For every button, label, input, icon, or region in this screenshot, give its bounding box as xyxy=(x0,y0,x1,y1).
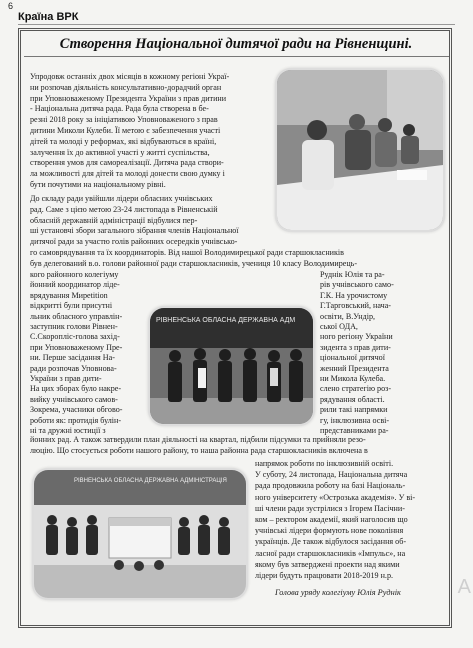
text-line: відкритті були присутні xyxy=(30,301,113,311)
photo-group-banner xyxy=(150,308,313,424)
text-line: Упродовж останніх двох місяців в кожному регіоні Украї- xyxy=(30,72,230,81)
text-line: ла можливості для дітей та молоді донести свою думку і xyxy=(30,169,225,179)
text-line: До складу ради увійшли лідери обласних учнівських xyxy=(30,194,213,203)
text-line: України з прав дити- xyxy=(30,374,102,383)
text-line: - Національна дитяча рада. Рада була створена в бе- xyxy=(30,104,209,114)
text-line: Руднік Юлія та ра- xyxy=(320,270,385,279)
text-line: ської ОДА, xyxy=(320,322,358,331)
text-line: Зокрема, учасники обгово- xyxy=(30,405,123,415)
text-line: залучення їх до активної участі у житті суспільства, xyxy=(30,147,210,157)
text-line: ного університету «Острозька академія». У ві- xyxy=(255,492,416,502)
text-line: ціональної дитячої xyxy=(320,353,385,363)
text-line: вийку учнівського самов- xyxy=(30,394,118,404)
text-line: якому був затверджені проекти над якими xyxy=(255,559,400,569)
text-line: ші члени ради зустрілися з Ігорем Пасічни- xyxy=(255,503,405,513)
watermark-letter: А xyxy=(457,576,471,598)
photo-meeting-table xyxy=(277,70,443,230)
text-line: освіти, В.Ундір, xyxy=(320,311,376,321)
text-line: ради розпочав Уповнова- xyxy=(30,363,117,373)
page-number: 6 xyxy=(8,1,14,11)
text-line: напрямок роботи по інклюзивній освіті. xyxy=(255,459,394,468)
section-title: Країна ВРК xyxy=(18,11,79,23)
text-line: рад. Саме з цією метою 23-24 листопада в Рівненській xyxy=(30,204,218,214)
text-line: ни Микола Кулеба. xyxy=(320,374,386,383)
text-line: обласній державній адміністрації відбулися пер- xyxy=(30,215,198,225)
text-line: рада продовжила роботу на базі Національ- xyxy=(255,481,406,491)
text-line: ни. Перше засідання На- xyxy=(30,353,115,363)
signature: Голова уряду колегіуму Юлія Руднік xyxy=(275,588,401,597)
text-line: йонний координатор ліде- xyxy=(30,280,120,290)
text-line: Г.К. На урочистому xyxy=(320,290,388,300)
text-line: ного регіону України xyxy=(320,332,393,342)
text-line: бути почутими на національному рівні. xyxy=(30,180,166,189)
article-title: Створення Національної дитячої ради на Рівненщині. xyxy=(59,36,413,52)
text-line: дітей та молоді у реформах, які відбуваються в країні, xyxy=(30,136,217,146)
text-line: го самоврядування та їх координаторів. Від нашої Володимирецької ради старшокласників xyxy=(30,248,344,257)
text-line: льник обласного управлін- xyxy=(30,311,123,321)
text-line: ласної ради старшокласників «Імпульс», на xyxy=(255,548,406,558)
banner-text-2: РІВНЕНСЬКА ОБЛАСНА ДЕРЖАВНА АДМІНІСТРАЦІЯ xyxy=(74,478,227,484)
text-line: дитячої ради за участю голів районних осередків учнівсько- xyxy=(30,237,238,247)
text-line: кого районного колегіуму xyxy=(30,270,119,279)
text-line: при Уповноваженому Президента України з прав дитини xyxy=(30,93,227,103)
text-line: йонних рад. А також затвердили план діяльності на квартал, підбили підсумки та прийняли резо- xyxy=(30,435,366,444)
text-line: слено стратегію роз- xyxy=(320,384,392,394)
text-line: люцію. Що стосується роботи нашого району, то наша районна рада старшокласників включена в xyxy=(30,446,368,455)
text-line: С.Скоропліс-голова захід- xyxy=(30,332,120,342)
title-divider xyxy=(24,56,449,57)
text-line: рядування області. xyxy=(320,394,385,404)
text-line: при Уповноваженому Пре- xyxy=(30,342,123,352)
text-line: врядування Миpetition xyxy=(30,290,108,300)
header-divider xyxy=(18,24,455,25)
text-line: женний Президента xyxy=(320,363,389,373)
text-line: українців. Де також відбулося засідання об- xyxy=(255,537,407,547)
text-line: У суботу, 24 листопада, Національна дитяча xyxy=(255,470,408,480)
text-line: ком – ректором академії, який наголосив що xyxy=(255,515,408,524)
photo-group-flag xyxy=(34,470,246,598)
text-line: На цих зборах було накре- xyxy=(30,384,122,394)
text-line: зидента з прав дити- xyxy=(320,342,391,352)
text-line: представниками ра- xyxy=(320,426,389,435)
text-line: ни розпочав діяльність консультативно-дорадчий орган xyxy=(30,82,222,92)
text-line: дитини Миколи Кулеби. Її метою є забезпечення участі xyxy=(30,126,221,135)
text-line: Г.Тарговський, нача- xyxy=(320,301,391,311)
text-line: заступник голови Рівнен- xyxy=(30,322,118,331)
text-line: гу, інклюзивна осві- xyxy=(320,415,390,425)
text-line: роботи як: протидія булін- xyxy=(30,415,122,425)
text-line: учнівські лідери формують нове покоління xyxy=(255,526,404,536)
text-line: створення умов для самореалізації. Дитяча рада створи- xyxy=(30,158,224,168)
text-line: лідери будуть працювати 2018-2019 н.р. xyxy=(255,571,394,580)
banner-text-1: РІВНЕНСЬКА ОБЛАСНА ДЕРЖАВНА АДМ xyxy=(156,317,296,324)
text-line: ні та дружні юстиції з xyxy=(30,426,106,435)
text-line: рів учнівського само- xyxy=(320,280,394,290)
text-line: резні 2018 року за ініціативою Уповноваженого з прав xyxy=(30,115,218,125)
text-line: ші установчі збори загального зібрання членів Національної xyxy=(30,226,239,236)
text-line: рили такі напрямки xyxy=(320,405,388,415)
text-line: був делегований в.о. голови районної ради старшокласників, учениця 10 класу Володимирець- xyxy=(30,258,358,268)
